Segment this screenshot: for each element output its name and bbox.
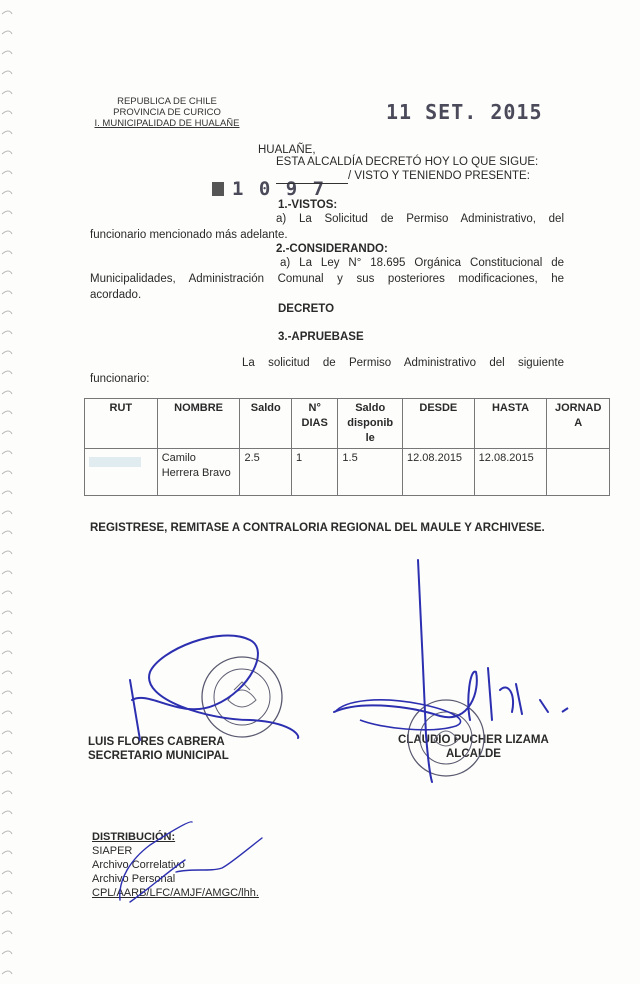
- cell-hasta: 12.08.2015: [474, 449, 547, 496]
- cell-dias: 1: [291, 449, 337, 496]
- considerando-heading: 2.-CONSIDERANDO:: [276, 243, 388, 255]
- left-signer-name: LUIS FLORES CABRERA: [88, 736, 225, 748]
- col-header-desde: DESDE: [403, 399, 475, 449]
- col-header-jornada: JORNAD A: [547, 399, 610, 449]
- distribution-item: Archivo Correlativo: [92, 859, 185, 871]
- vistos-heading: 1.-VISTOS:: [278, 199, 338, 211]
- vistos-line2: funcionario mencionado más adelante.: [90, 229, 288, 241]
- vistos-line1: a) La Solicitud de Permiso Administrativo, del: [276, 213, 564, 225]
- date-stamp: 11 SET. 2015: [386, 100, 543, 124]
- col-header-saldo-disponible: Saldo disponib le: [338, 399, 403, 449]
- header-province: PROVINCIA DE CURICO: [113, 107, 221, 118]
- distribution-item: Archivo Personal: [92, 873, 176, 885]
- col-header-hasta: HASTA: [474, 399, 547, 449]
- solicitud-line1: La solicitud de Permiso Administrativo del siguiente: [242, 357, 564, 369]
- distribution-item: SIAPER: [92, 845, 133, 857]
- decreto-heading: DECRETO: [278, 303, 335, 315]
- considerando-line1: a) La Ley N° 18.695 Orgánica Constitucional de: [280, 257, 564, 269]
- decree-number: 1 0 9 7: [232, 178, 327, 200]
- cell-saldo: 2.5: [240, 449, 291, 496]
- distribution-initials: [120, 822, 262, 902]
- left-signature: [130, 635, 298, 740]
- intro-decree-line: ESTA ALCALDÍA DECRETÓ HOY LO QUE SIGUE:: [276, 156, 539, 168]
- right-signer-title: ALCALDE: [446, 748, 501, 760]
- header-country: REPUBLICA DE CHILE: [117, 96, 217, 107]
- header-municipality: I. MUNICIPALIDAD DE HUALAÑE: [94, 118, 240, 129]
- solicitud-line2: funcionario:: [90, 373, 150, 385]
- right-signature: [334, 560, 548, 782]
- registrese-line: REGISTRESE, REMITASE A CONTRALORIA REGIONAL DEL MAULE Y ARCHIVESE.: [90, 522, 545, 534]
- left-signer-title: SECRETARIO MUNICIPAL: [88, 750, 229, 762]
- distribution-item: CPL/AARB/LFC/AMJF/AMGC/lhh.: [92, 887, 259, 899]
- cell-saldo-disponible: 1.5: [338, 449, 403, 496]
- cell-desde: 12.08.2015: [403, 449, 475, 496]
- distribution-heading: DISTRIBUCIÓN:: [92, 831, 176, 843]
- col-header-rut: RUT: [85, 399, 158, 449]
- right-signature-loop: [335, 700, 461, 730]
- col-header-saldo: Saldo: [240, 399, 291, 449]
- left-seal: [202, 657, 282, 737]
- col-header-nombre: NOMBRE: [157, 399, 240, 449]
- right-signer-name: CLAUDIO PUCHER LIZAMA: [398, 734, 549, 746]
- intro-place: HUALAÑE,: [258, 144, 316, 156]
- cell-nombre: Camilo Herrera Bravo: [157, 449, 240, 496]
- intro-visto: / VISTO Y TENIENDO PRESENTE:: [348, 170, 530, 182]
- apruebase-heading: 3.-APRUEBASE: [278, 331, 364, 343]
- considerando-line3: acordado.: [90, 289, 142, 301]
- considerando-line2: Municipalidades, Administración Comunal y sus posteriores modificaciones, he: [90, 273, 564, 285]
- margin-mark: [562, 708, 568, 712]
- col-header-dias: N° DIAS: [291, 399, 337, 449]
